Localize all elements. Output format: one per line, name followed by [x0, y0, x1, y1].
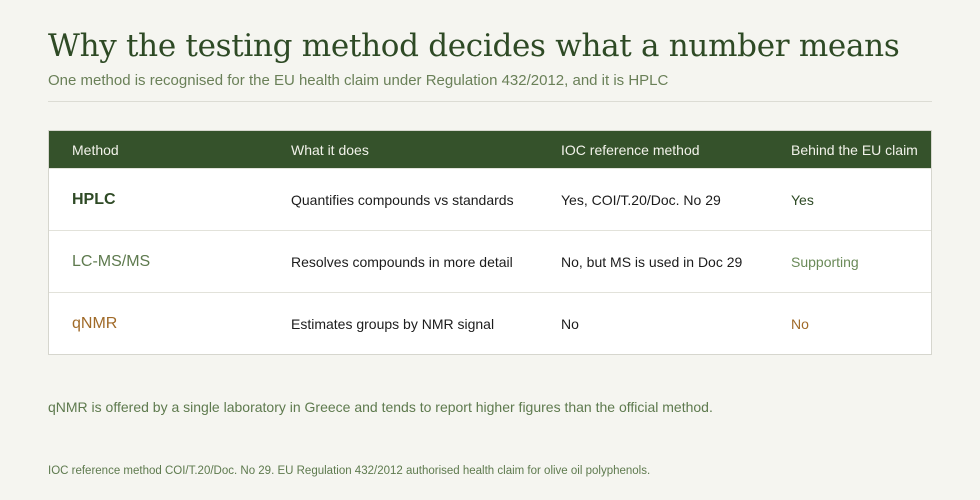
ioc-cell: No, but MS is used in Doc 29	[561, 253, 743, 270]
methods-table	[48, 130, 932, 355]
qnmr-note: qNMR is offered by a single laboratory in Greece and tends to report higher figures than the official method.	[48, 399, 713, 415]
ioc-cell: Yes, COI/T.20/Doc. No 29	[561, 191, 721, 208]
what-cell: Quantifies compounds vs standards	[291, 191, 514, 208]
divider	[48, 101, 932, 102]
table-row-lcms	[49, 230, 931, 292]
claim-cell: No	[791, 315, 809, 332]
header-method: Method	[72, 141, 119, 158]
header-ioc-reference: IOC reference method	[561, 141, 700, 158]
table-header	[49, 131, 931, 168]
ioc-cell: No	[561, 315, 579, 332]
what-cell: Estimates groups by NMR signal	[291, 315, 495, 332]
footnote: IOC reference method COI/T.20/Doc. No 29. EU Regulation 432/2012 authorised health claim for olive oil polyphenols.	[48, 465, 651, 477]
claim-cell: Supporting	[791, 253, 859, 270]
table-row-hplc	[49, 168, 931, 230]
method-cell: qNMR	[72, 314, 118, 332]
header-eu-claim: Behind the EU claim	[791, 141, 918, 158]
page-title: Why the testing method decides what a number means	[48, 28, 900, 64]
method-cell: LC-MS/MS	[72, 252, 151, 270]
what-cell: Resolves compounds in more detail	[291, 253, 513, 270]
table-row-qnmr	[49, 292, 931, 354]
page-subtitle: One method is recognised for the EU health claim under Regulation 432/2012, and it is HPLC	[48, 72, 669, 89]
header-what-it-does: What it does	[291, 141, 369, 158]
method-cell: HPLC	[72, 190, 116, 208]
claim-cell: Yes	[791, 191, 814, 208]
